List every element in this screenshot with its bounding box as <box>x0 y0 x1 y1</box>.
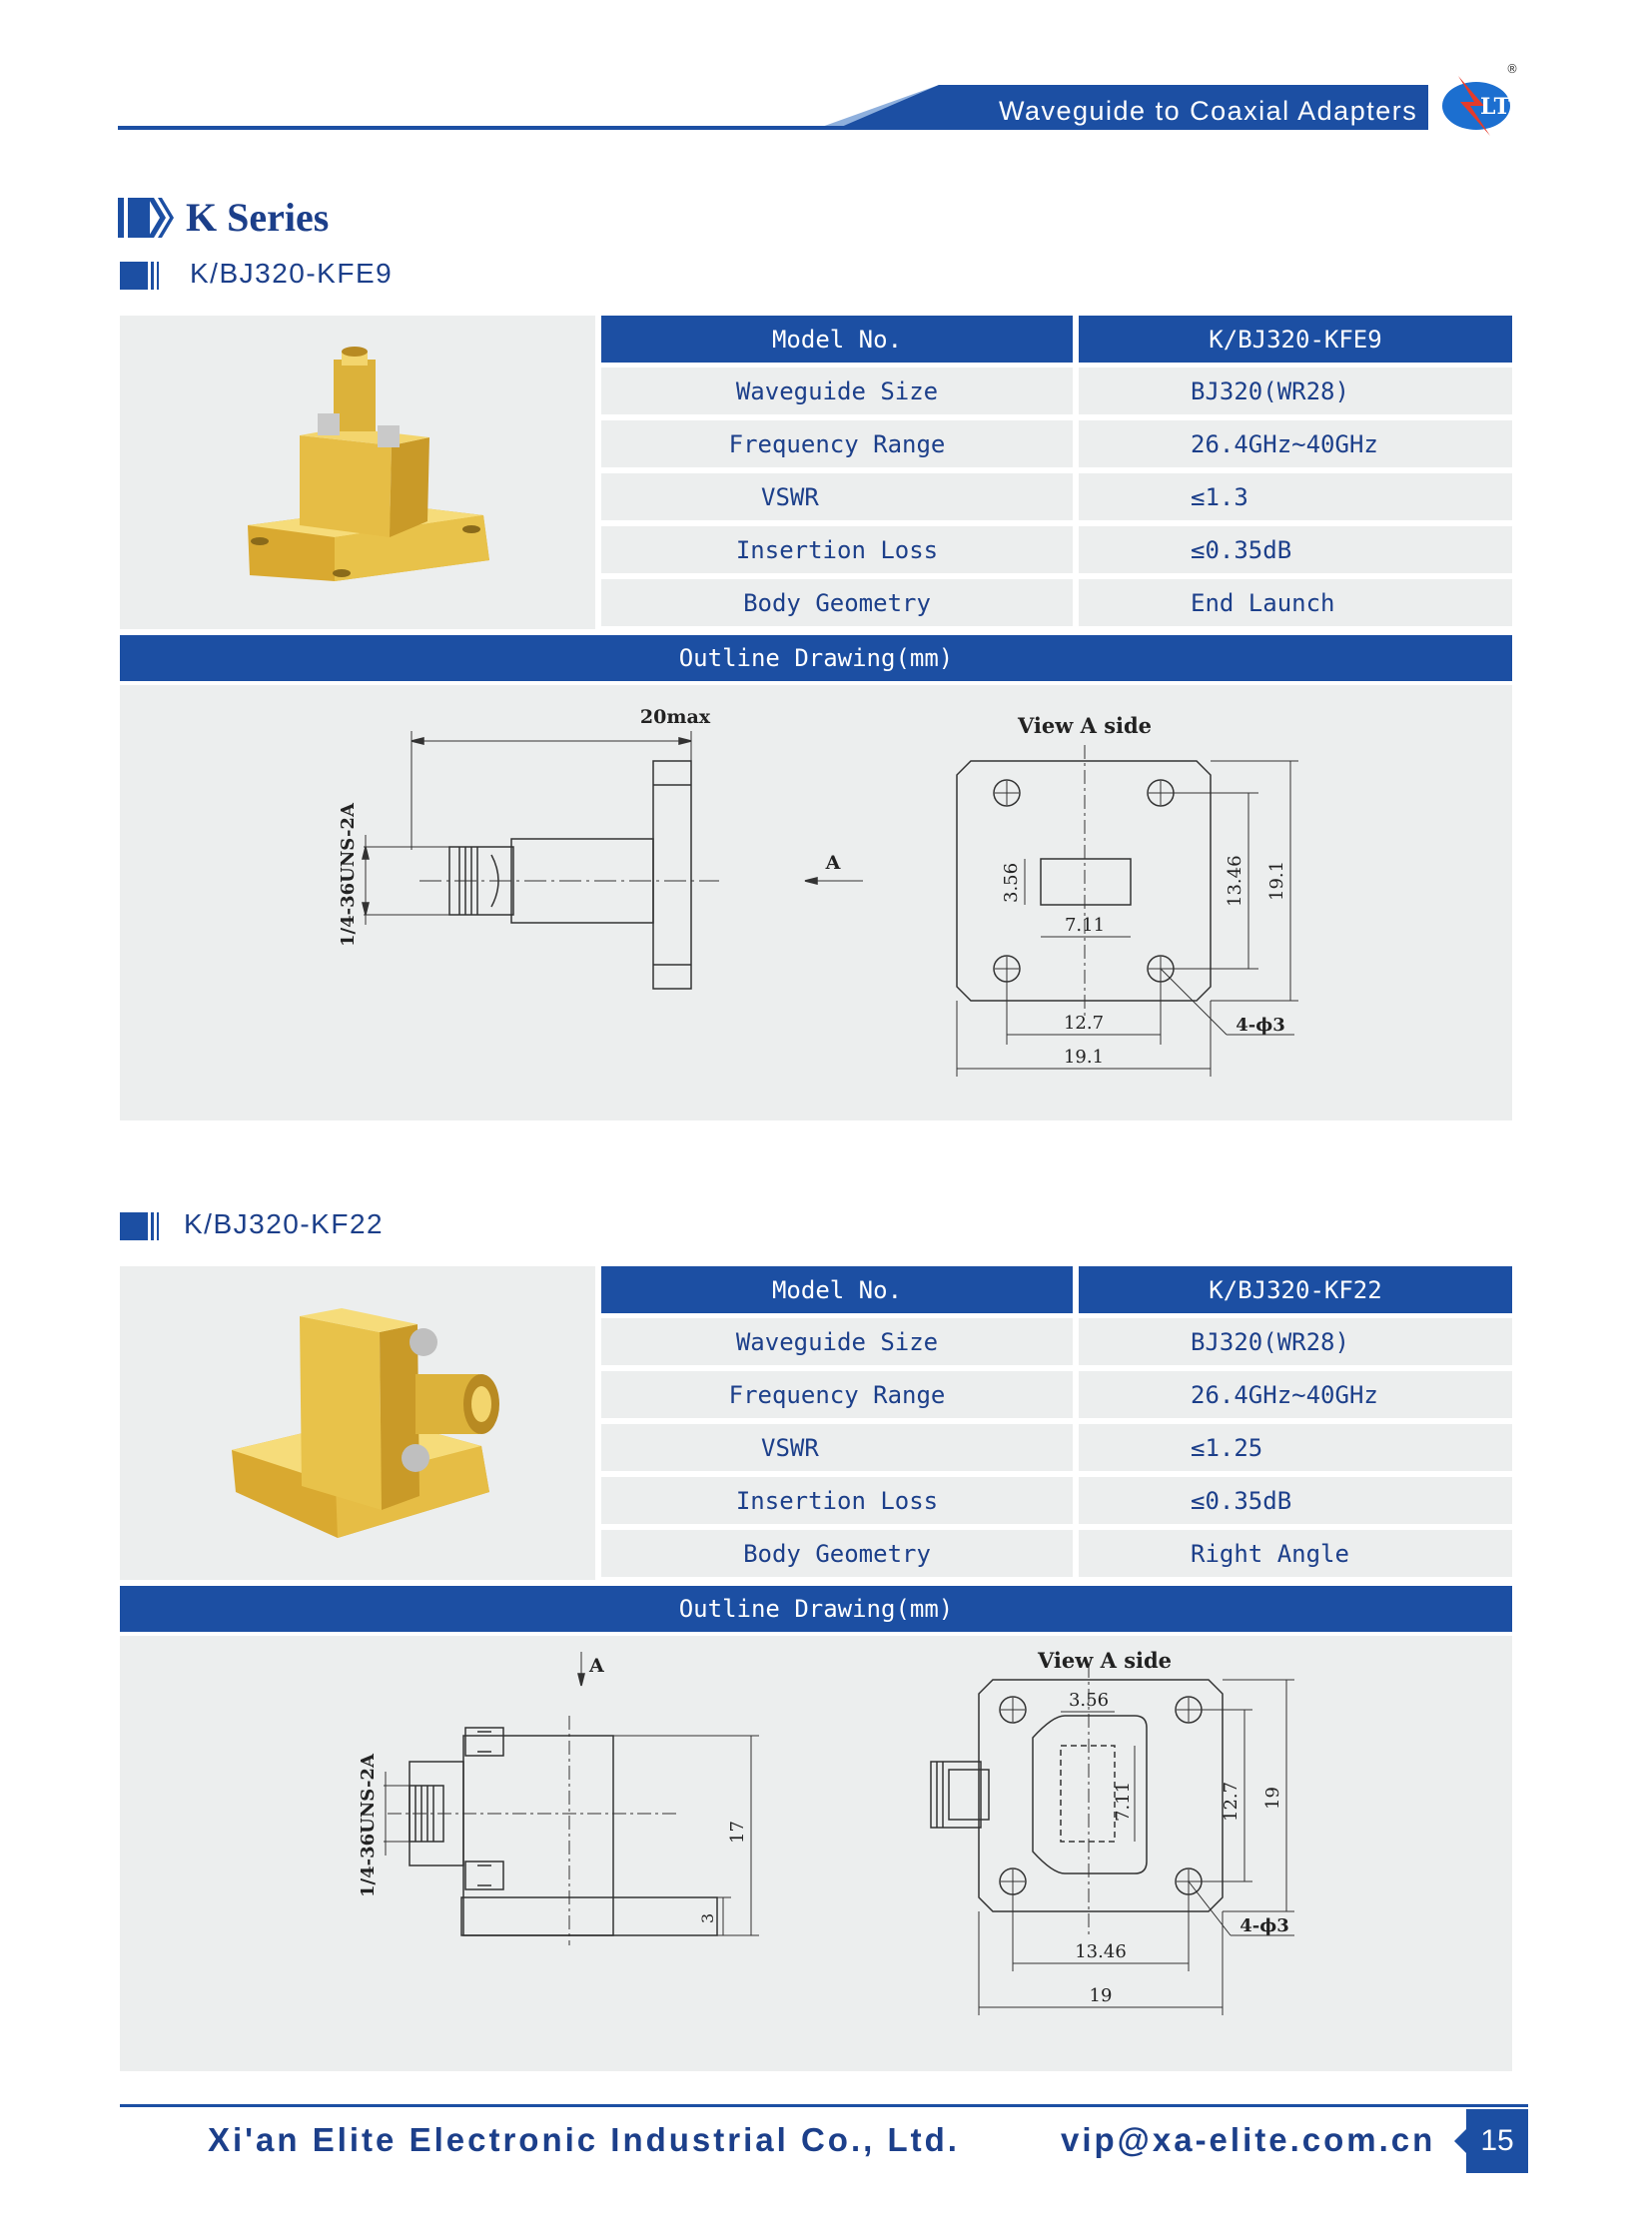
company-logo <box>1440 68 1518 140</box>
table2-row-label: Insertion Loss <box>601 1477 1073 1524</box>
page-number: 15 <box>1466 2109 1528 2173</box>
header-title: Waveguide to Coaxial Adapters <box>999 96 1418 126</box>
page-tab-pointer <box>1454 2129 1466 2153</box>
logo-text: LT <box>1480 94 1511 120</box>
dim-label: 12.7 <box>1063 1013 1105 1034</box>
table2-row-value: ≤1.25 <box>1079 1424 1512 1471</box>
model-title-1: K/BJ320-KFE9 <box>190 258 394 289</box>
table1-row-label: Insertion Loss <box>601 526 1073 573</box>
dim-label: 17 <box>727 1821 748 1844</box>
thread-label: 1/4-36UNS-2A <box>358 1754 379 1897</box>
dim-label: 7.11 <box>1113 1781 1134 1822</box>
view-arrow-label: A <box>589 1655 604 1677</box>
drawing-svg-2 <box>120 1636 1512 2071</box>
dim-label: 19.1 <box>1266 860 1287 901</box>
model-bullet-icon <box>120 262 162 290</box>
table2-row-value: ≤0.35dB <box>1079 1477 1512 1524</box>
dim-label: 3 <box>698 1912 717 1923</box>
table2-row-label: Frequency Range <box>601 1371 1073 1418</box>
dim-label: 3.56 <box>1001 862 1022 903</box>
dim-label: 12.7 <box>1221 1781 1241 1822</box>
table1-row-label: Body Geometry <box>601 579 1073 626</box>
table2-row-value: BJ320(WR28) <box>1079 1318 1512 1365</box>
end-launch-adapter-image <box>120 316 595 629</box>
holes-label: 4-ϕ3 <box>1239 1915 1289 1936</box>
table1-row-value: ≤0.35dB <box>1079 526 1512 573</box>
footer-company: Xi'an Elite Electronic Industrial Co., Ltd. <box>208 2121 960 2158</box>
drawing-svg-1 <box>120 685 1512 1120</box>
registered-mark: ® <box>1506 62 1518 76</box>
model-bullet-icon <box>120 1212 162 1240</box>
table2-row-value: 26.4GHz~40GHz <box>1079 1371 1512 1418</box>
table2-row-label: VSWR <box>601 1424 1073 1471</box>
view-title: View A side <box>1017 713 1153 738</box>
table1-header-value: K/BJ320-KFE9 <box>1079 316 1512 363</box>
holes-label: 4-ϕ3 <box>1236 1015 1285 1036</box>
footer-email[interactable]: vip@xa-elite.com.cn <box>1061 2121 1436 2158</box>
table1-row-value: BJ320(WR28) <box>1079 368 1512 414</box>
view-arrow-label: A <box>825 852 841 874</box>
table1-header-label: Model No. <box>601 316 1073 363</box>
dim-label: 3.56 <box>1068 1690 1110 1711</box>
dim-length: 20max <box>639 706 711 728</box>
thread-label: 1/4-36UNS-2A <box>338 803 359 947</box>
table1-row-label: Frequency Range <box>601 420 1073 467</box>
table2-header-label: Model No. <box>601 1266 1073 1313</box>
outline-drawing-header-2: Outline Drawing(mm) <box>120 1586 1512 1632</box>
view-title: View A side <box>1037 1648 1173 1673</box>
table2-row-label: Waveguide Size <box>601 1318 1073 1365</box>
model-title-2: K/BJ320-KF22 <box>184 1208 385 1239</box>
outline-drawing-2 <box>120 1636 1512 2071</box>
product-photo-1 <box>120 316 595 629</box>
table2-row-label: Body Geometry <box>601 1530 1073 1577</box>
series-chevron-icon <box>118 196 180 240</box>
footer-rule <box>120 2104 1528 2107</box>
dim-label: 19 <box>1089 1985 1113 2006</box>
dim-label: 7.11 <box>1064 915 1106 936</box>
table1-row-label: Waveguide Size <box>601 368 1073 414</box>
table2-header-value: K/BJ320-KF22 <box>1079 1266 1512 1313</box>
dim-label: 13.46 <box>1075 1941 1127 1962</box>
table1-row-value: End Launch <box>1079 579 1512 626</box>
right-angle-adapter-image <box>120 1266 595 1580</box>
series-title: K Series <box>186 195 330 240</box>
dim-label: 19 <box>1262 1787 1283 1810</box>
table1-row-value: 26.4GHz~40GHz <box>1079 420 1512 467</box>
outline-drawing-1 <box>120 685 1512 1120</box>
table1-row-label: VSWR <box>601 473 1073 520</box>
dim-label: 19.1 <box>1063 1047 1105 1068</box>
outline-drawing-header-1: Outline Drawing(mm) <box>120 635 1512 681</box>
table2-row-value: Right Angle <box>1079 1530 1512 1577</box>
product-photo-2 <box>120 1266 595 1580</box>
dim-label: 13.46 <box>1225 855 1245 907</box>
table1-row-value: ≤1.3 <box>1079 473 1512 520</box>
